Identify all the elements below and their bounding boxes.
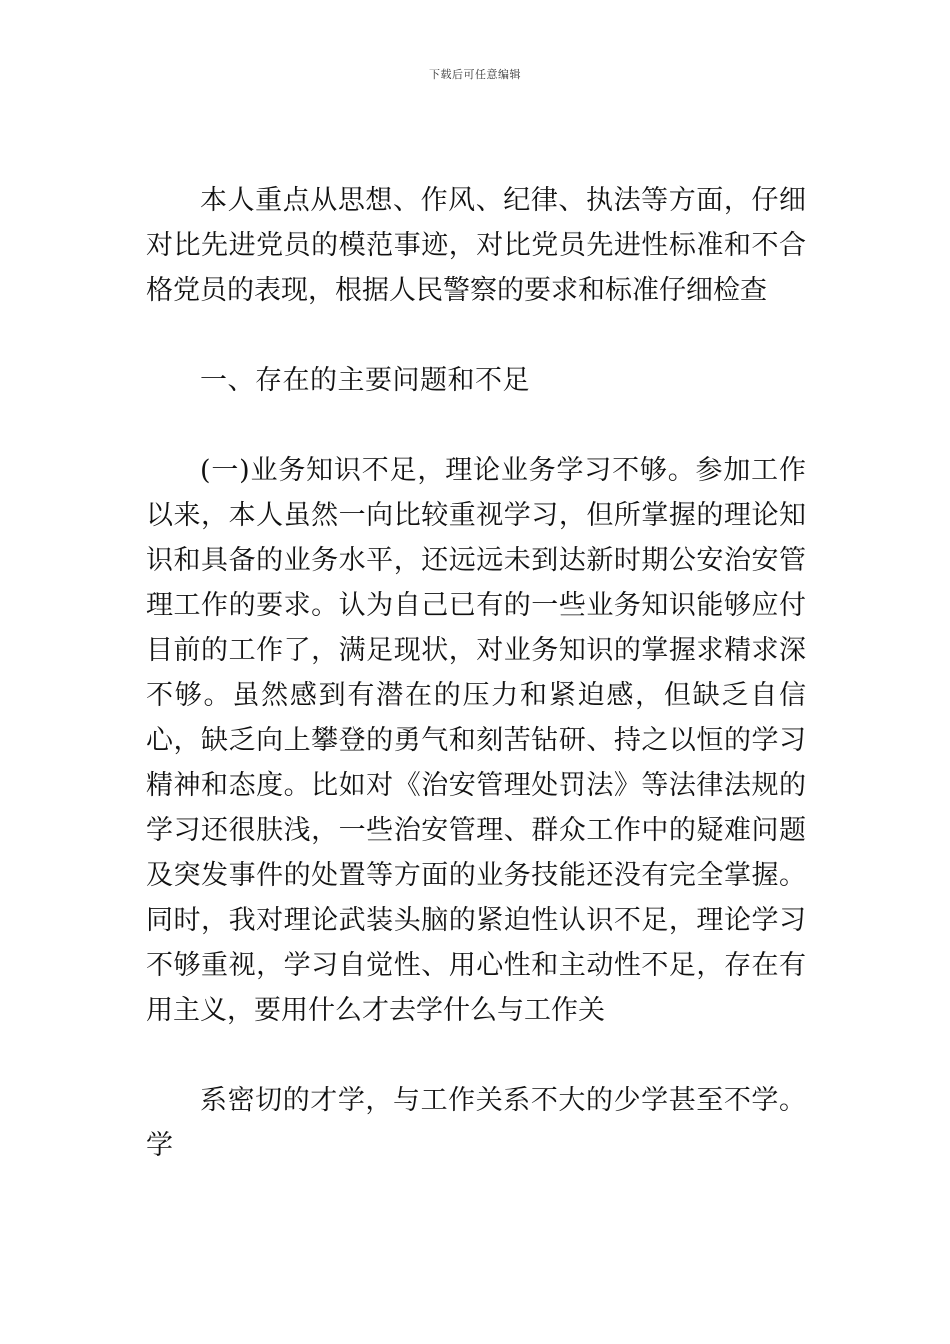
document-body	[146, 178, 806, 1168]
intro-paragraph: 本人重点从思想、作风、纪律、执法等方面，仔细对比先进党员的模范事迹，对比党员先进性标准和不合格党员的表现，根据人民警察的要求和标准仔细检查	[146, 185, 806, 306]
section-heading: 一、存在的主要问题和不足	[200, 365, 530, 396]
continuation-paragraph: 系密切的才学，与工作关系不大的少学甚至不学。学	[146, 1085, 806, 1161]
problem-paragraph: (一)业务知识不足，理论业务学习不够。参加工作以来，本人虽然一向比较重视学习，但所掌握的理论知识和具备的业务水平，还远远未到达新时期公安治安管理工作的要求。认为自己已有的一些业务知识能够应付目前的工作了，满足现状，对业务知识的掌握求精求深不够。虽然感到有潜在的压力和紧迫感，但缺乏自信心，缺乏向上攀登的勇气和刻苦钻研、持之以恒的学习精神和态度。比如对《治安管理处罚法》等法律法规的学习还很肤浅，一些治安管理、群众工作中的疑难问题及突发事件的处置等方面的业务技能还没有完全掌握。同时，我对理论武装头脑的紧迫性认识不足，理论学习不够重视，学习自觉性、用心性和主动性不足，存在有用主义，要用什么才去学什么与工作关	[146, 455, 806, 1026]
page-header-note: 下载后可任意编辑	[429, 68, 521, 81]
